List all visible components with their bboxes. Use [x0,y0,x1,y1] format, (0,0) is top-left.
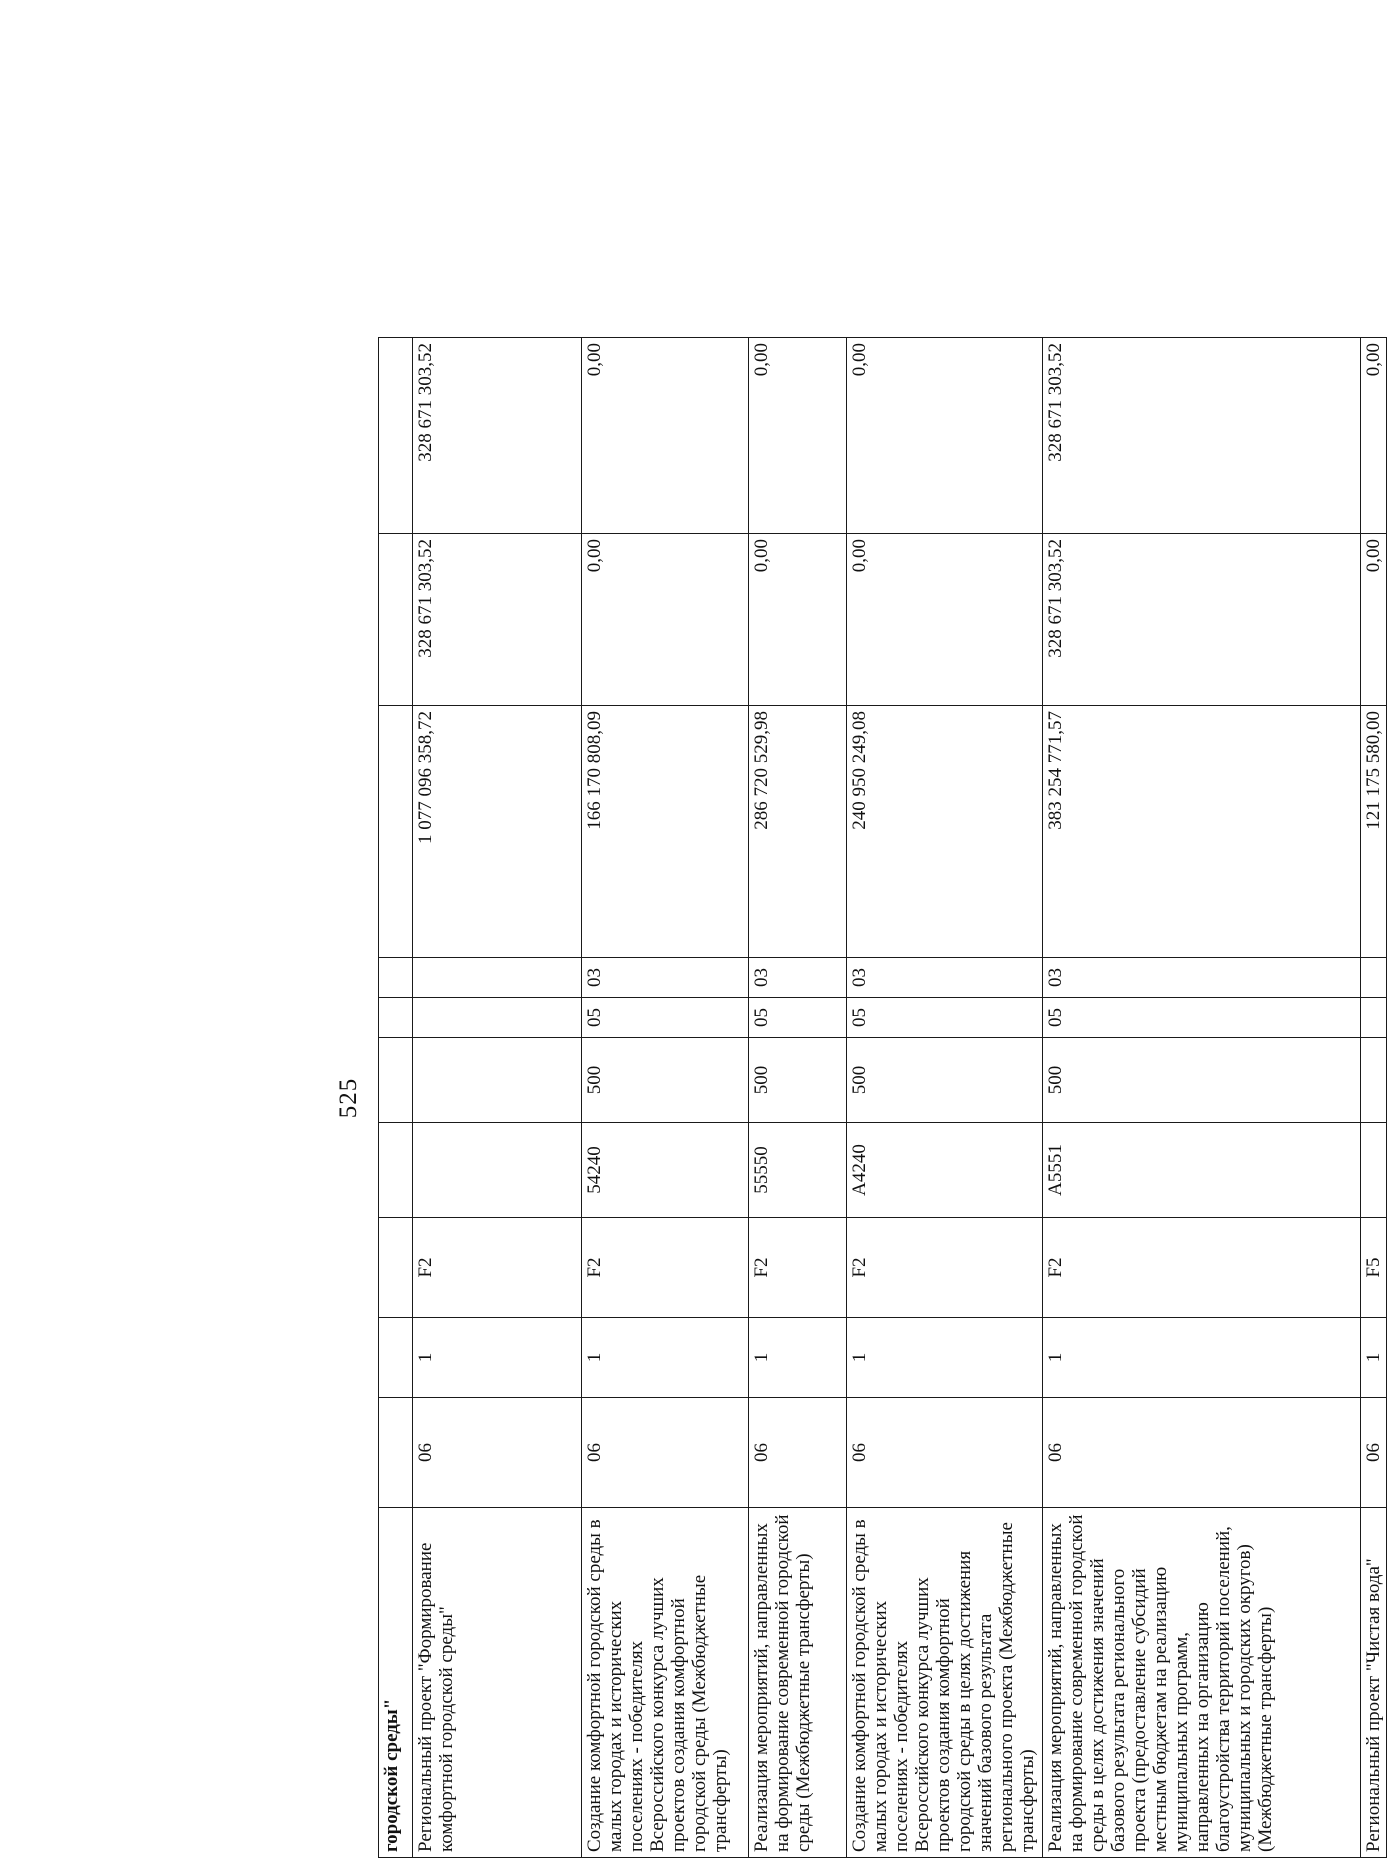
program-code: 06 [582,1398,749,1508]
empty-cell [379,958,413,998]
subprogram-code: 1 [749,1318,847,1398]
subprogram-code: 1 [1361,1318,1387,1398]
row-name: Реализация мероприятий, направленных на формирование современной городской среды в целях достижения значений базового результата регионального проекта (предоставление субсидий местным бюджетам на реализацию муниципальных программ, направленных на организацию благоустройства территорий поселений, муниципальных и городских округов) (Межбюджетные трансферты) [1043,1508,1361,1858]
expense-type-code [413,1038,582,1123]
row-name: Создание комфортной городской среды в малых городах и исторических поселениях - победителях Всероссийского конкурса лучших проектов создания комфортной городской среды в целях достижения значений базового результата регионального проекта (Межбюджетные трансферты) [847,1508,1043,1858]
budget-table [378,337,1387,1858]
program-code: 06 [847,1398,1043,1508]
section-code: 05 [749,998,847,1038]
amount-3: 0,00 [1361,338,1387,534]
section-code: 05 [1043,998,1361,1038]
subsection-code [413,958,582,998]
empty-cell [379,1123,413,1218]
subprogram-code: 1 [1043,1318,1361,1398]
amount-2: 0,00 [582,534,749,706]
table-row [582,338,749,1858]
empty-cell [379,1318,413,1398]
project-code: F2 [413,1218,582,1318]
empty-cell [379,998,413,1038]
empty-cell [379,706,413,958]
subprogram-code: 1 [582,1318,749,1398]
row-name: Реализация мероприятий, направленных на формирование современной городской среды (Межбюджетные трансферты) [749,1508,847,1858]
amount-3: 0,00 [749,338,847,534]
expense-type-code: 500 [847,1038,1043,1123]
empty-cell [379,1218,413,1318]
empty-cell [379,338,413,534]
row-name: Создание комфортной городской среды в малых городах и исторических поселениях - победителях Всероссийского конкурса лучших проектов создания комфортной городской среды (Межбюджетные трансферты) [582,1508,749,1858]
subsection-code: 03 [1043,958,1361,998]
header-cell: городской среды" [379,1508,413,1858]
direction-code [413,1123,582,1218]
amount-2: 0,00 [1361,534,1387,706]
amount-2: 328 671 303,52 [413,534,582,706]
project-code: F2 [1043,1218,1361,1318]
direction-code: 55550 [749,1123,847,1218]
empty-cell [379,534,413,706]
subsection-code [1361,958,1387,998]
section-code: 05 [582,998,749,1038]
amount-1: 121 175 580,00 [1361,706,1387,958]
amount-3: 328 671 303,52 [1043,338,1361,534]
project-code: F2 [847,1218,1043,1318]
amount-3: 328 671 303,52 [413,338,582,534]
subsection-code: 03 [847,958,1043,998]
table-row [1361,338,1387,1858]
amount-2: 0,00 [847,534,1043,706]
row-name: Региональный проект "Формирование комфортной городской среды" [413,1508,582,1858]
subsection-code: 03 [749,958,847,998]
table-row [413,338,582,1858]
expense-type-code: 500 [582,1038,749,1123]
direction-code: A5551 [1043,1123,1361,1218]
empty-cell [379,1038,413,1123]
expense-type-code: 500 [749,1038,847,1123]
amount-1: 166 170 808,09 [582,706,749,958]
amount-3: 0,00 [847,338,1043,534]
program-code: 06 [1361,1398,1387,1508]
empty-cell [379,1398,413,1508]
direction-code [1361,1123,1387,1218]
table-row [749,338,847,1858]
table-row [847,338,1043,1858]
row-name: Региональный проект "Чистая вода" [1361,1508,1387,1858]
amount-3: 0,00 [582,338,749,534]
project-code: F5 [1361,1218,1387,1318]
amount-1: 383 254 771,57 [1043,706,1361,958]
amount-2: 0,00 [749,534,847,706]
section-code: 05 [847,998,1043,1038]
rotated-page [334,338,1384,1858]
direction-code: 54240 [582,1123,749,1218]
direction-code: A4240 [847,1123,1043,1218]
section-code [1361,998,1387,1038]
subsection-code: 03 [582,958,749,998]
subprogram-code: 1 [847,1318,1043,1398]
page-number: 525 [335,1077,362,1119]
program-code: 06 [1043,1398,1361,1508]
amount-1: 1 077 096 358,72 [413,706,582,958]
program-code: 06 [749,1398,847,1508]
project-code: F2 [582,1218,749,1318]
table-row [1043,338,1361,1858]
expense-type-code [1361,1038,1387,1123]
table-row-header [379,338,413,1858]
subprogram-code: 1 [413,1318,582,1398]
expense-type-code: 500 [1043,1038,1361,1123]
amount-1: 286 720 529,98 [749,706,847,958]
section-code [413,998,582,1038]
program-code: 06 [413,1398,582,1508]
project-code: F2 [749,1218,847,1318]
amount-2: 328 671 303,52 [1043,534,1361,706]
amount-1: 240 950 249,08 [847,706,1043,958]
